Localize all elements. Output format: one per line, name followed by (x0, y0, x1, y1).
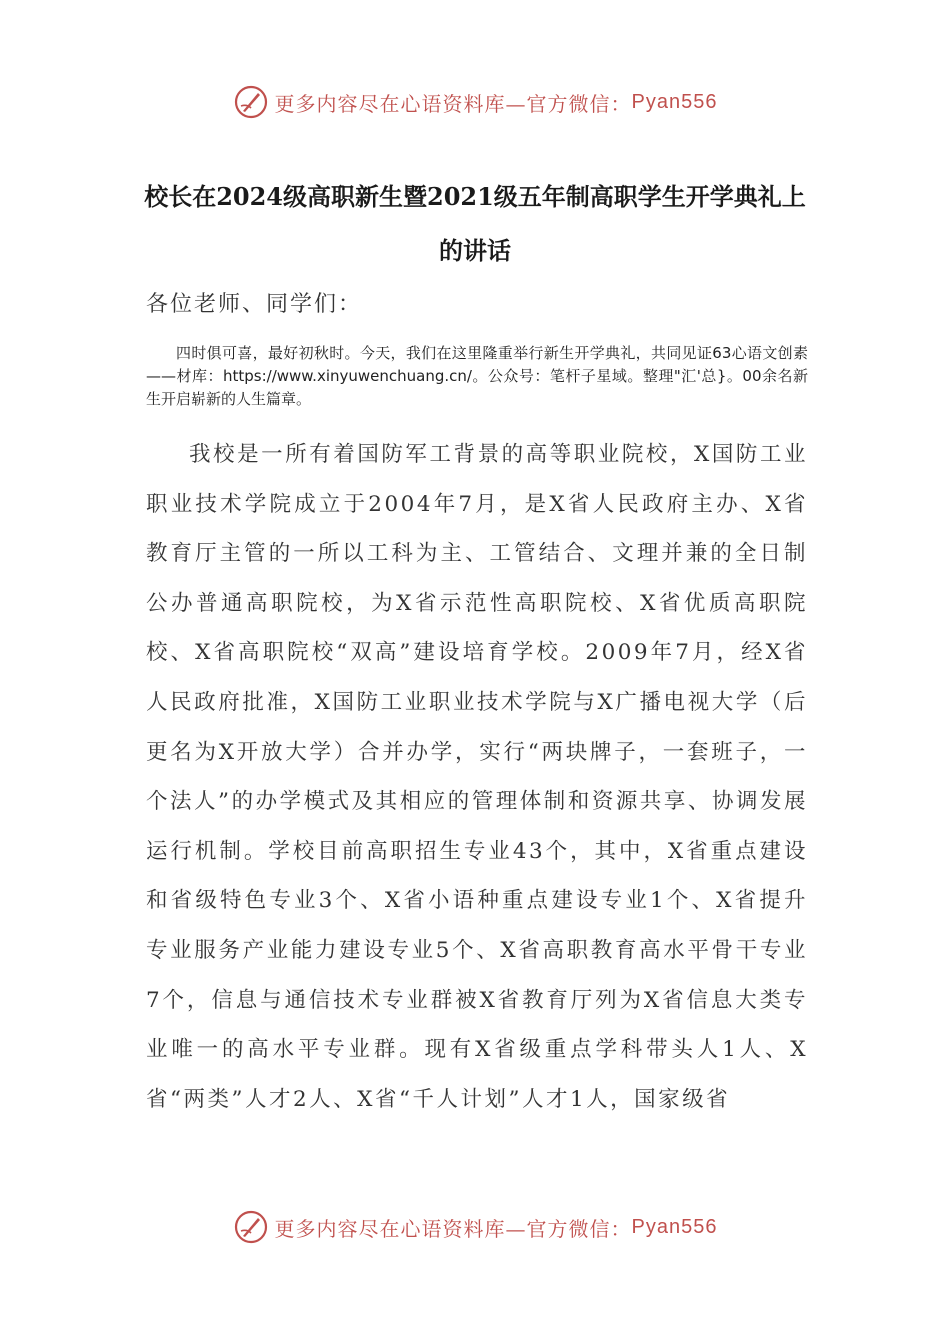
watermark-note: 四时俱可喜，最好初秋时。今天，我们在这里隆重举行新生开学典礼，共同见证63心语文创素——材库：https://www.xinyuwenchuang.cn/。公众号：笔杆子星域。整理"汇'总}。00余名新生开启崭新的人生篇章。 (146, 344, 808, 408)
document-title: 校长在2024级高职新生暨2021级五年制高职学生开学典礼上的讲话 (144, 182, 806, 265)
paragraph-1: 我校是一所有着国防军工背景的高等职业院校，X国防工业职业技术学院成立于2004年7月，是X省人民政府主办、X省教育厅主管的一所以工科为主、工管结合、文理并兼的全日制公办普通高职院校，为X省示范性高职院校、X省优质高职院校、X省高职院校“双高”建设培育学校。2009年7月，经X省人民政府批准，X国防工业职业技术学院与X广播电视大学（后更名为X开放大学）合并办学，实行“两块牌子，一套班子，一个法人”的办学模式及其相应的管理体制和资源共享、协调发展运行机制。学校目前高职招生专业43个，其中，X省重点建设和省级特色专业3个、X省小语种重点建设专业1个、X省提升专业服务产业能力建设专业5个、X省高职教育高水平骨干专业7个，信息与通信技术专业群被X省教育厅列为X省信息大类专业唯一的高水平专业群。现有X省级重点学科带头人1人、X省“两类”人才2人、X省“千人计划”人才1人，国家级省 (146, 442, 808, 1112)
greeting: 各位老师、同学们： (146, 292, 363, 317)
footer-banner (0, 1202, 950, 1252)
quill-logo-icon (233, 84, 269, 120)
header-banner-text: 更多内容尽在心语资料库—官方微信： (274, 91, 632, 116)
header-banner (0, 77, 950, 127)
header-wechat-id: Pyan556 (631, 90, 718, 113)
footer-banner-text: 更多内容尽在心语资料库—官方微信： (274, 1216, 632, 1241)
quill-logo-icon (233, 1209, 269, 1245)
footer-wechat-id: Pyan556 (631, 1215, 718, 1238)
